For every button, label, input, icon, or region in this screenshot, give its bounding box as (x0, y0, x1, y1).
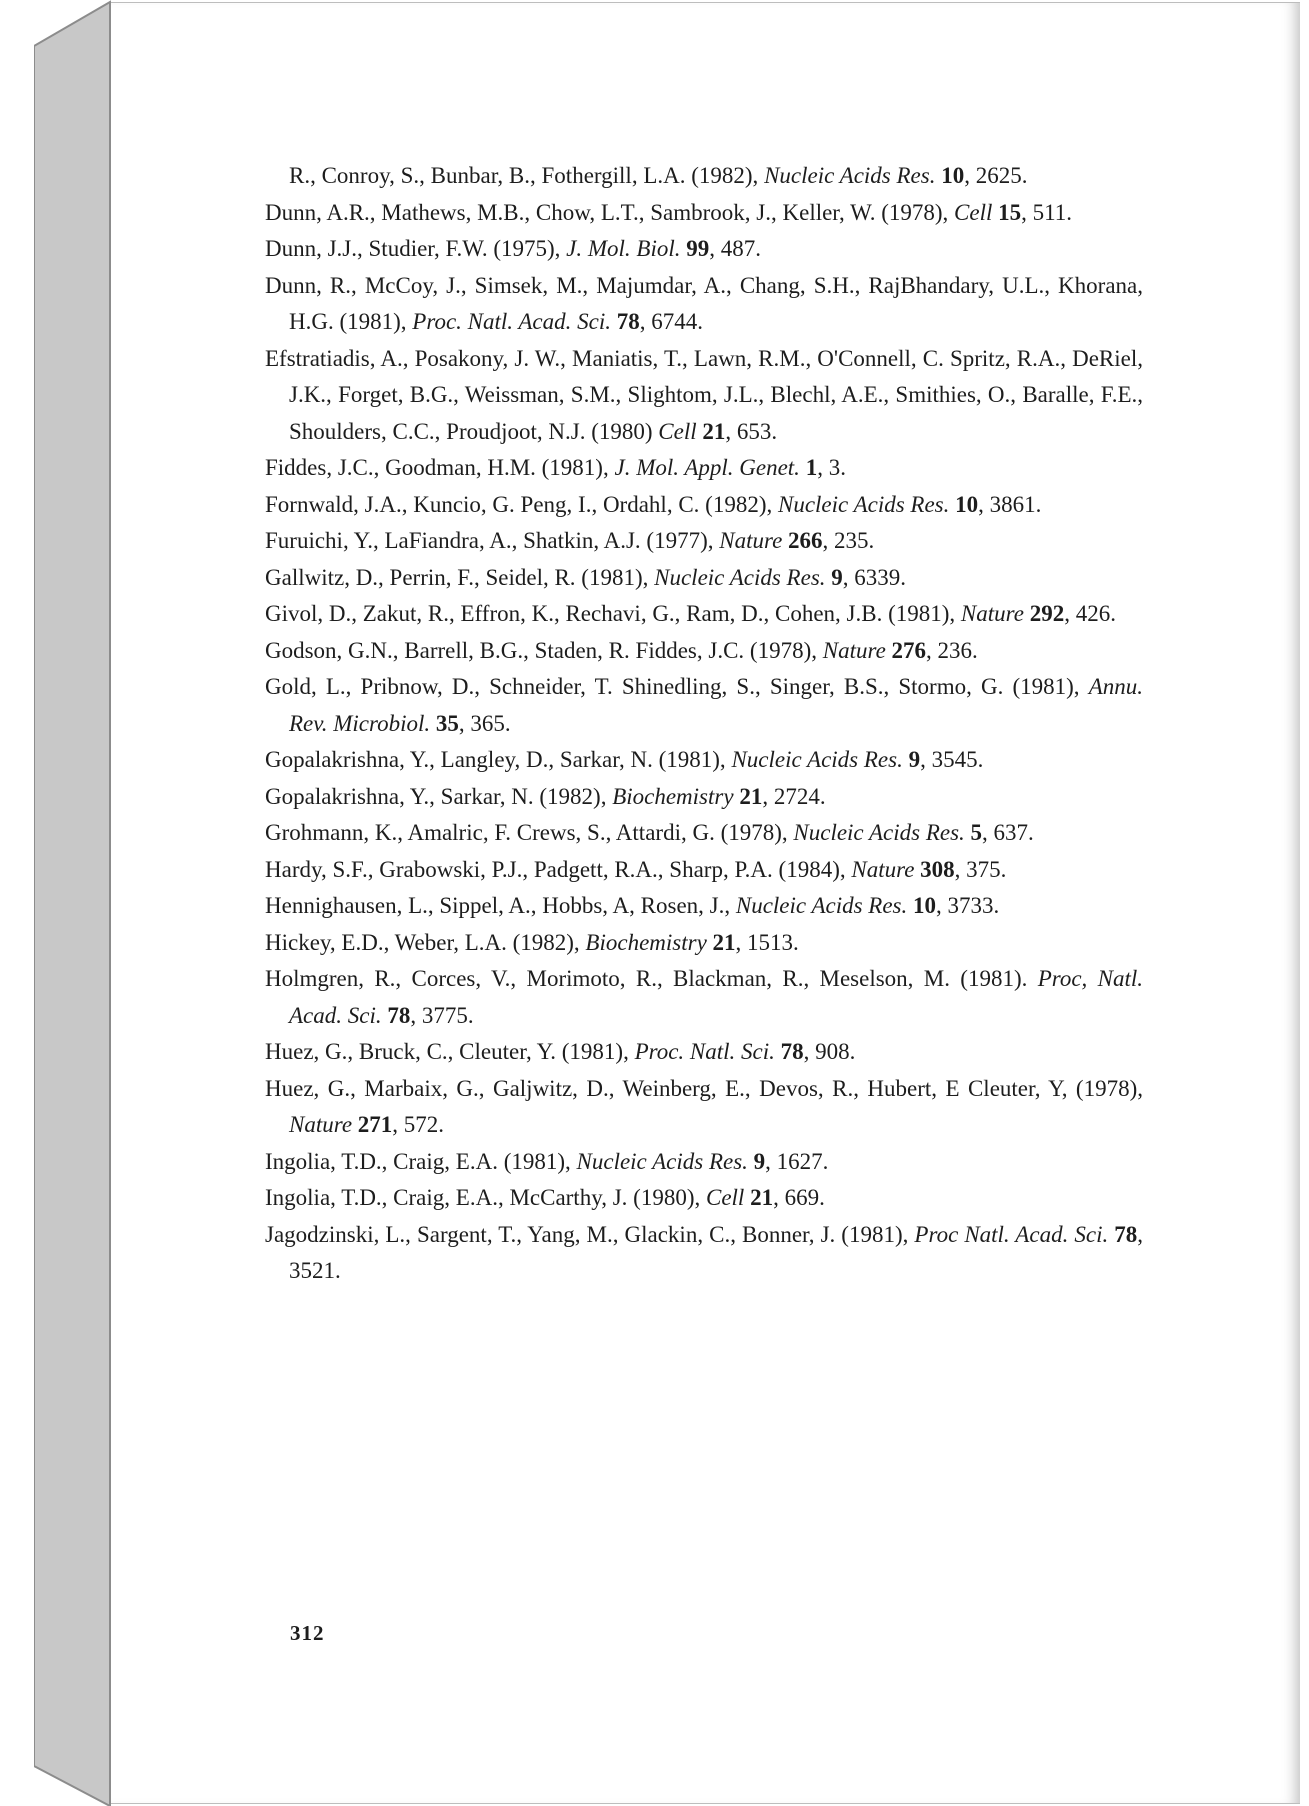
reference-volume: 1 (805, 455, 818, 480)
reference-authors: Gold, L., Pribnow, D., Schneider, T. Shinedling, S., Singer, B.S., Stormo, G. (1981), (265, 674, 1089, 699)
reference-journal: Proc. Natl. Acad. Sci. (412, 309, 611, 334)
page-number: 312 (290, 1621, 325, 1645)
reference-volume: 292 (1029, 601, 1065, 626)
reference-journal: Nature (822, 637, 886, 663)
reference-volume: 9 (753, 1148, 766, 1174)
reference-journal: Proc Natl. Acad. Sci. (914, 1221, 1109, 1247)
reference-pages: , 236. (926, 637, 978, 663)
reference-volume: 78 (1114, 1221, 1138, 1247)
reference-pages: , 1513. (735, 929, 799, 955)
reference-journal: J. Mol. Appl. Genet. (614, 455, 800, 480)
reference-pages: , 511. (1021, 199, 1073, 225)
reference-pages: , 3861. (978, 491, 1042, 517)
reference-entry (265, 633, 1143, 670)
reference-authors: Hardy, S.F., Grabowski, P.J., Padgett, R.A., Sharp, P.A. (1984), (265, 856, 852, 882)
reference-journal: Nucleic Acids Res. (764, 163, 936, 188)
reference-journal: Nucleic Acids Res. (731, 747, 903, 772)
reference-entry (265, 1144, 1143, 1181)
reference-volume: 15 (998, 199, 1022, 225)
reference-pages: , 3545. (920, 747, 984, 772)
reference-entry (265, 231, 1143, 268)
reference-volume: 21 (702, 418, 726, 444)
reference-authors: Gopalakrishna, Y., Sarkar, N. (1982), (265, 783, 613, 809)
reference-list (265, 158, 1143, 1290)
reference-pages: , 908. (803, 1039, 856, 1064)
reference-volume: 271 (357, 1112, 393, 1137)
reference-journal: Cell (658, 418, 697, 444)
reference-authors: Gopalakrishna, Y., Langley, D., Sarkar, N. (1981), (265, 747, 732, 772)
reference-volume: 10 (941, 163, 965, 188)
reference-authors: Fornwald, J.A., Kuncio, G. Peng, I., Ordahl, C. (1982), (265, 491, 778, 517)
reference-volume: 35 (435, 710, 459, 736)
reference-journal: Nucleic Acids Res. (793, 820, 965, 845)
reference-journal: Annu. Rev. Microbiol. (289, 674, 1143, 736)
reference-entry (265, 779, 1143, 816)
reference-authors: Dunn, R., McCoy, J., Simsek, M., Majumdar, A., Chang, S.H., RajBhandary, U.L., Khorana, H.G. (1981), (265, 272, 1143, 334)
reference-entry (265, 523, 1143, 560)
reference-pages: , 6339. (842, 564, 907, 590)
reference-entry (265, 742, 1143, 779)
reference-pages: , 2724. (762, 783, 826, 809)
reference-entry (265, 195, 1143, 232)
reference-authors: Ingolia, T.D., Craig, E.A., McCarthy, J. (1980), (265, 1185, 706, 1210)
reference-volume: 276 (891, 637, 927, 663)
reference-entry (265, 341, 1143, 451)
reference-entry (265, 961, 1143, 1034)
reference-authors: Godson, G.N., Barrell, B.G., Staden, R. Fiddes, J.C. (1978), (265, 637, 823, 663)
reference-journal: Biochemistry (585, 929, 707, 955)
reference-pages: , 235. (822, 528, 875, 553)
reference-pages: , 653. (725, 418, 778, 444)
reference-volume: 78 (387, 1002, 411, 1028)
reference-pages: , 3733. (936, 893, 1000, 918)
reference-journal: Nature (960, 601, 1024, 626)
reference-entry (265, 1034, 1143, 1071)
reference-journal: Nature (851, 856, 915, 882)
reference-authors: Gallwitz, D., Perrin, F., Seidel, R. (1981), (265, 564, 655, 590)
reference-journal: Nucleic Acids Res. (735, 893, 908, 918)
reference-entry (265, 669, 1143, 742)
reference-journal: Nature (719, 528, 783, 553)
reference-volume: 9 (908, 747, 921, 772)
reference-entry (265, 560, 1143, 597)
reference-entry (265, 815, 1143, 852)
reference-volume: 99 (686, 236, 710, 261)
reference-journal: Cell (954, 199, 993, 225)
reference-volume: 10 (913, 893, 936, 918)
reference-entry (265, 596, 1143, 633)
reference-volume: 78 (780, 1039, 804, 1064)
reference-entry (265, 852, 1143, 889)
reference-authors: Huez, G., Bruck, C., Cleuter, Y. (1981), (265, 1039, 635, 1064)
reference-entry (265, 888, 1143, 925)
reference-pages: , 3775. (410, 1002, 474, 1028)
reference-pages: , 669. (773, 1185, 825, 1210)
reference-volume: 266 (788, 528, 823, 553)
reference-pages: , 365. (458, 710, 511, 736)
reference-pages: , 3. (817, 455, 846, 480)
reference-journal: J. Mol. Biol. (566, 236, 681, 261)
reference-volume: 9 (831, 564, 843, 590)
reference-pages: , 1627. (765, 1148, 829, 1174)
reference-authors: Hennighausen, L., Sippel, A., Hobbs, A, Rosen, J., (265, 893, 736, 918)
reference-journal: Nature (289, 1112, 353, 1137)
reference-authors: Efstratiadis, A., Posakony, J. W., Maniatis, T., Lawn, R.M., O'Connell, C. Spritz, R.A., DeRiel, J.K., Forget, B.G., Weissman, S.M., Slightom, J.L., Blechl, A.E., Smithies, O., Baralle, F.E., Shoulders, C.C., Proudjoot, N.J. (1980) (265, 345, 1143, 444)
reference-authors: Jagodzinski, L., Sargent, T., Yang, M., Glackin, C., Bonner, J. (1981), (265, 1221, 915, 1247)
reference-authors: Grohmann, K., Amalric, F. Crews, S., Attardi, G. (1978), (265, 820, 794, 845)
reference-entry (265, 1180, 1143, 1217)
reference-authors: Hickey, E.D., Weber, L.A. (1982), (265, 929, 586, 955)
reference-entry (265, 1217, 1143, 1290)
reference-journal: Proc. Natl. Sci. (634, 1039, 775, 1064)
reference-volume: 78 (616, 309, 640, 334)
reference-volume: 10 (955, 491, 979, 517)
reference-entry (265, 1071, 1143, 1144)
reference-authors: Givol, D., Zakut, R., Effron, K., Rechavi, G., Ram, D., Cohen, J.B. (1981), (265, 601, 961, 626)
reference-journal: Nucleic Acids Res. (576, 1148, 748, 1174)
reference-authors: Dunn, J.J., Studier, F.W. (1975), (265, 236, 567, 261)
reference-volume: 308 (920, 856, 955, 882)
reference-pages: , 2625. (964, 163, 1028, 188)
reference-entry (265, 450, 1143, 487)
reference-pages: , 487. (709, 236, 761, 261)
reference-entry (265, 487, 1143, 524)
reference-entry (265, 158, 1143, 195)
reference-pages: , 375. (954, 856, 1007, 882)
reference-journal: Nucleic Acids Res. (777, 491, 950, 517)
reference-authors: Fiddes, J.C., Goodman, H.M. (1981), (265, 455, 615, 480)
reference-authors: Huez, G., Marbaix, G., Galjwitz, D., Weinberg, E., Devos, R., Hubert, E Cleuter, Y, (1978), (265, 1075, 1143, 1101)
reference-authors: Furuichi, Y., LaFiandra, A., Shatkin, A.J. (1977), (265, 528, 720, 553)
reference-pages: , 426. (1064, 601, 1116, 626)
reference-authors: R., Conroy, S., Bunbar, B., Fothergill, L.A. (1982), (289, 163, 765, 188)
book-spine-graphic (34, 0, 112, 1806)
reference-volume: 21 (712, 929, 736, 955)
reference-authors: Ingolia, T.D., Craig, E.A. (1981), (265, 1148, 577, 1174)
reference-authors: Holmgren, R., Corces, V., Morimoto, R., Blackman, R., Meselson, M. (1981). (265, 966, 1038, 991)
reference-journal: Nucleic Acids Res. (654, 564, 826, 590)
reference-journal: Cell (705, 1185, 745, 1210)
reference-entry (265, 925, 1143, 962)
reference-entry (265, 268, 1143, 341)
reference-pages: , 572. (392, 1112, 445, 1137)
reference-journal: Proc, Natl. Acad. Sci. (289, 966, 1143, 1028)
reference-authors: Dunn, A.R., Mathews, M.B., Chow, L.T., Sambrook, J., Keller, W. (1978), (265, 199, 955, 225)
reference-volume: 5 (970, 820, 983, 845)
reference-pages: , 6744. (639, 309, 703, 334)
reference-volume: 21 (750, 1185, 774, 1210)
reference-journal: Biochemistry (612, 783, 734, 809)
reference-pages: , 3521. (289, 1221, 1144, 1283)
reference-pages: , 637. (982, 820, 1034, 845)
reference-volume: 21 (739, 783, 763, 809)
